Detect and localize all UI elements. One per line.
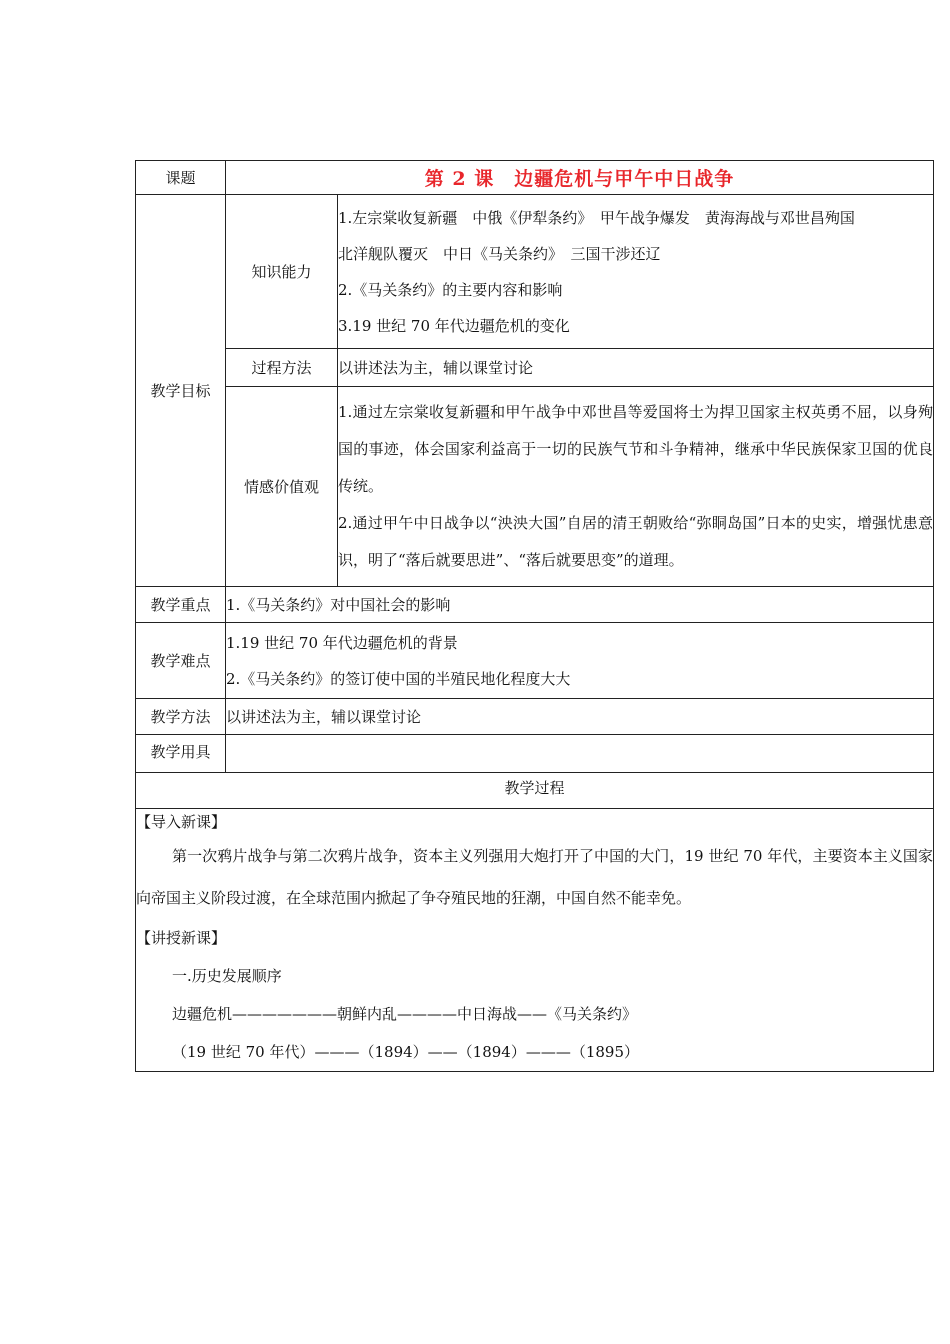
subject-label: 课题 [136,161,226,195]
emotion-label: 情感价值观 [226,387,338,587]
tools-text [226,735,934,773]
objective-emotion-row [136,387,934,587]
knowledge-content [338,195,934,349]
sequence-line: 边疆危机———————朝鲜内乱————中日海战——《马关条约》 [172,1005,638,1023]
process-method-text: 以讲述法为主，辅以课堂讨论 [338,349,934,387]
key-points-row [136,587,934,623]
process-method-label: 过程方法 [226,349,338,387]
objectives-label: 教学目标 [136,195,226,587]
objective-process-row [136,349,934,387]
knowledge-label: 知识能力 [226,195,338,349]
intro-heading: 【导入新课】 [136,813,227,831]
difficulty-line: 1.19 世纪 70 年代边疆危机的背景 [226,633,458,652]
methods-text: 以讲述法为主，辅以课堂讨论 [226,699,934,735]
lesson-plan-table [135,160,934,1072]
new-lesson-heading: 【讲授新课】 [136,929,227,947]
process-heading-row [136,773,934,809]
difficulty-line: 2.《马关条约》的签订使中国的半殖民地化程度大大 [226,669,571,688]
knowledge-line: 北洋舰队覆灭 中日《马关条约》 三国干涉还辽 [338,244,661,263]
intro-text: 第一次鸦片战争与第二次鸦片战争，资本主义列强用大炮打开了中国的大门，19 世纪 70 年代，主要资本主义国家向帝国主义阶段过渡，在全球范围内掀起了争夺殖民地的狂潮，中国自然不能幸免。 [136,847,933,907]
process-body [136,809,934,1072]
difficulties-label: 教学难点 [136,623,226,699]
emotion-paragraph-2: 2.通过甲午中日战争以“泱泱大国”自居的清王朝败给“弥眮岛国”日本的史实，增强忧患意识，明了“落后就要思进”、“落后就要思变”的道理。 [338,514,933,569]
key-points-label: 教学重点 [136,587,226,623]
emotion-content [338,387,934,587]
methods-row [136,699,934,735]
key-points-text: 1.《马关条约》对中国社会的影响 [226,587,934,623]
knowledge-line: 2.《马关条约》的主要内容和影响 [338,280,563,299]
objective-knowledge-row [136,195,934,349]
tools-row [136,735,934,773]
dates-line: （19 世纪 70 年代）———（1894）——（1894）———（1895） [172,1043,640,1061]
difficulties-content [226,623,934,699]
title-row [136,161,934,195]
process-body-row [136,809,934,1072]
knowledge-line: 1.左宗棠收复新疆 中俄《伊犁条约》 甲午战争爆发 黄海海战与邓世昌殉国 [338,208,855,227]
sub-heading: 一.历史发展顺序 [172,967,282,985]
tools-label: 教学用具 [136,735,226,773]
knowledge-line: 3.19 世纪 70 年代边疆危机的变化 [338,316,570,335]
difficulties-row [136,623,934,699]
process-heading: 教学过程 [136,773,934,809]
emotion-paragraph-1: 1.通过左宗棠收复新疆和甲午战争中邓世昌等爱国将士为捍卫国家主权英勇不屈，以身殉国的事迹，体会国家利益高于一切的民族气节和斗争精神，继承中华民族保家卫国的优良传统。 [338,403,933,495]
lesson-title: 第 2 课 边疆危机与甲午中日战争 [226,161,934,195]
methods-label: 教学方法 [136,699,226,735]
